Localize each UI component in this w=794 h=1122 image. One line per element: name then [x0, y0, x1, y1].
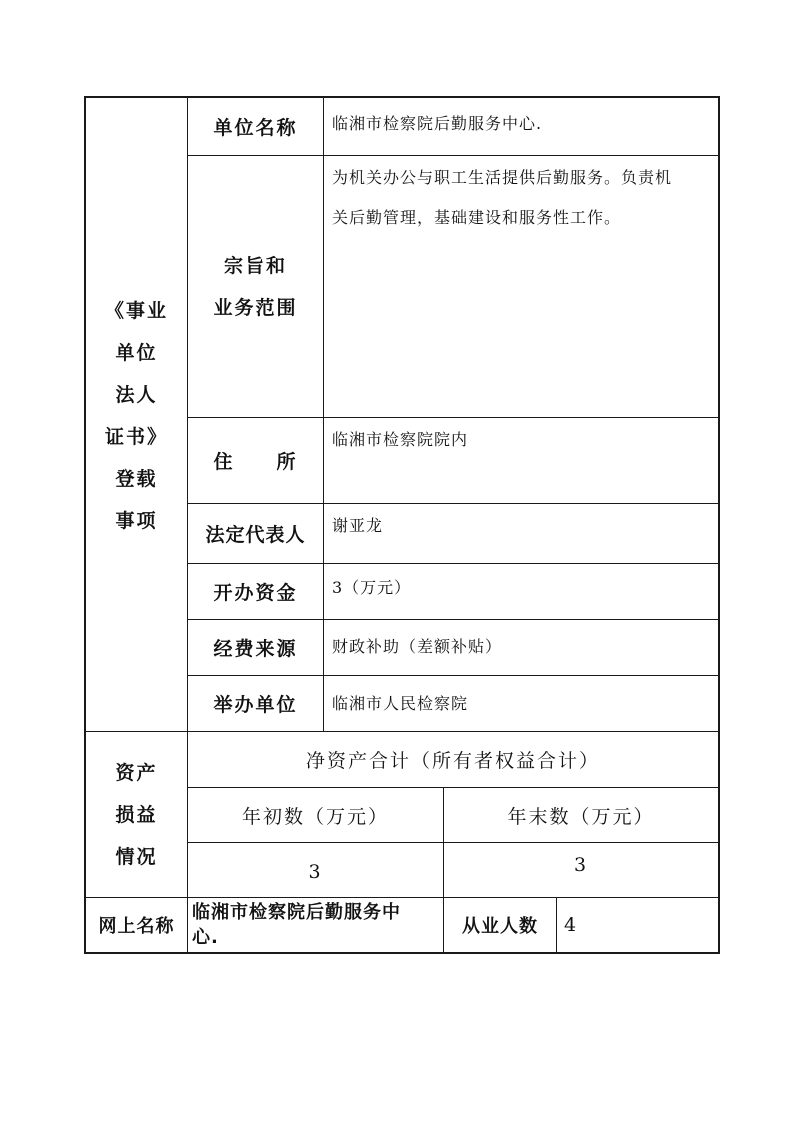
- assets-section-label: [86, 752, 187, 878]
- value-line: 心.: [192, 927, 219, 948]
- legal-representative-label: 法定代表人: [205, 524, 306, 546]
- label-line: 业务范围: [213, 296, 298, 319]
- label-line: 登载: [115, 468, 158, 490]
- label-line: 单位: [115, 342, 158, 364]
- unit-name-value: 临湘市检察院后勤服务中心.: [332, 114, 543, 133]
- label-line: 《事业: [104, 300, 168, 322]
- value-line: 关后勤管理，基础建设和服务性工作。: [332, 208, 622, 227]
- purpose-scope-label: [188, 156, 323, 417]
- label-line: 情况: [115, 846, 158, 868]
- start-capital-label: 开办资金: [213, 582, 298, 604]
- end-of-year-value: 3: [573, 854, 589, 876]
- label-line: 证书》: [104, 426, 168, 448]
- start-capital-value: 3（万元）: [332, 578, 412, 597]
- value-line: 为机关办公与职工生活提供后勤服务。负责机: [332, 168, 673, 187]
- sponsor-unit-value: 临湘市人民检察院: [332, 694, 469, 713]
- end-of-year-header: 年末数（万元）: [507, 805, 655, 828]
- funding-source-value: 财政补助（差额补贴）: [332, 637, 503, 656]
- staff-count-value: 4: [564, 914, 577, 936]
- label-line: 法人: [115, 384, 158, 406]
- begin-of-year-value: 3: [308, 861, 323, 883]
- purpose-scope-value: [324, 158, 718, 248]
- legal-representative-value: 谢亚龙: [332, 516, 384, 535]
- value-line: 临湘市检察院后勤服务中: [192, 902, 401, 923]
- registration-section-label: [86, 290, 187, 542]
- sponsor-unit-label: 举办单位: [213, 694, 298, 716]
- net-assets-header: 净资产合计（所有者权益合计）: [305, 750, 600, 772]
- begin-of-year-header: 年初数（万元）: [241, 805, 389, 828]
- address-value: 临湘市检察院院内: [332, 430, 469, 449]
- label-line: 损益: [115, 804, 158, 826]
- online-name-value: [192, 900, 442, 950]
- staff-count-label: 从业人数: [462, 916, 538, 937]
- label-line: 事项: [115, 510, 158, 532]
- funding-source-label: 经费来源: [213, 638, 298, 660]
- label-line: 资产: [115, 762, 158, 784]
- address-label: 住 所: [213, 451, 298, 473]
- label-line: 宗旨和: [223, 254, 287, 277]
- online-name-label: 网上名称: [98, 916, 175, 937]
- unit-name-label: 单位名称: [213, 117, 298, 139]
